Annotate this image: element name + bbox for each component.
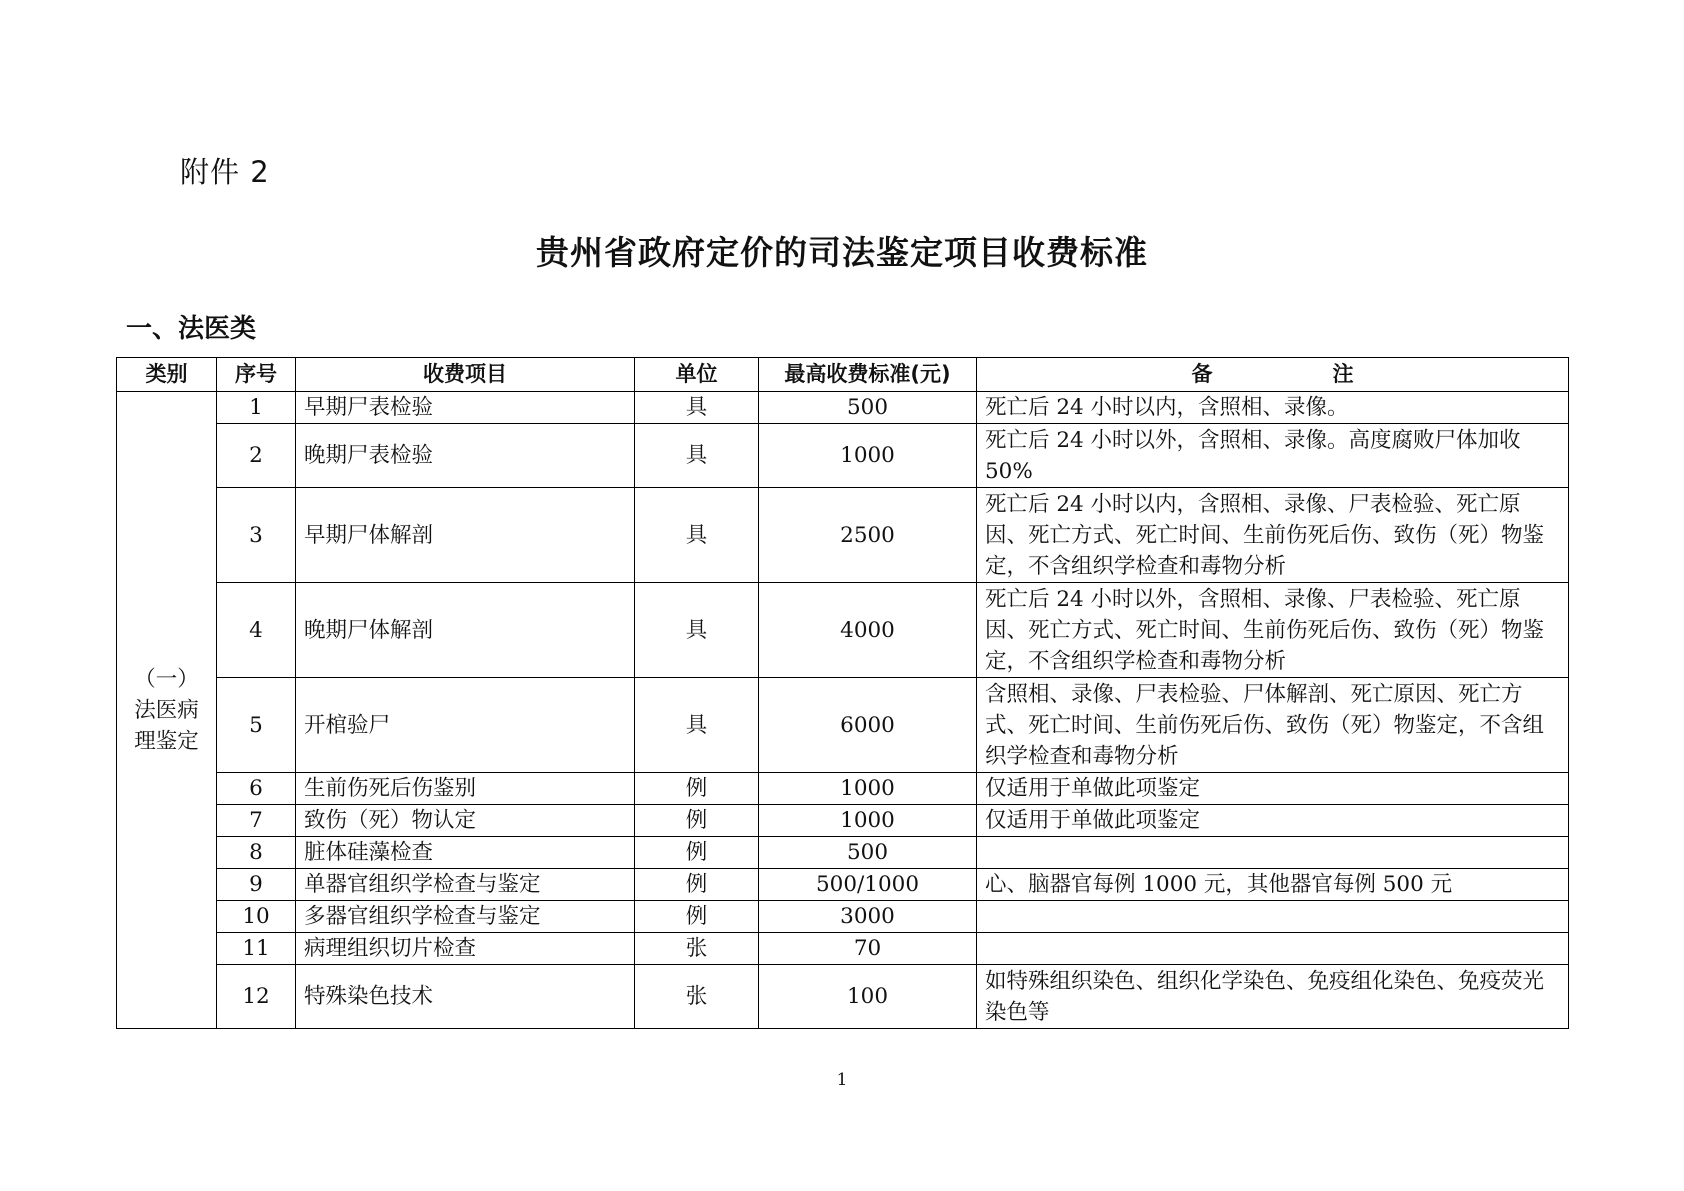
table-row — [117, 837, 1569, 869]
fee-table — [116, 357, 1569, 1029]
category-line-1: （一） — [134, 666, 199, 692]
row-unit: 例 — [635, 837, 759, 869]
table-row — [117, 869, 1569, 901]
row-seq: 3 — [217, 488, 296, 583]
row-remark: 死亡后 24 小时以内，含照相、录像、尸表检验、死亡原因、死亡方式、死亡时间、生前伤死后伤、致伤（死）物鉴定，不含组织学检查和毒物分析 — [977, 488, 1569, 583]
row-item: 致伤（死）物认定 — [296, 805, 635, 837]
row-price: 2500 — [759, 488, 977, 583]
row-unit: 具 — [635, 424, 759, 488]
row-remark: 仅适用于单做此项鉴定 — [977, 805, 1569, 837]
row-price: 3000 — [759, 901, 977, 933]
row-remark: 心、脑器官每例 1000 元，其他器官每例 500 元 — [977, 869, 1569, 901]
row-seq: 7 — [217, 805, 296, 837]
header-unit: 单位 — [635, 358, 759, 392]
category-cell — [117, 392, 217, 1029]
table-row — [117, 965, 1569, 1029]
row-price: 1000 — [759, 805, 977, 837]
row-remark — [977, 901, 1569, 933]
row-remark — [977, 837, 1569, 869]
row-item: 单器官组织学检查与鉴定 — [296, 869, 635, 901]
header-remark — [977, 358, 1569, 392]
row-price: 100 — [759, 965, 977, 1029]
table-header-row — [117, 358, 1569, 392]
row-remark: 含照相、录像、尸表检验、尸体解剖、死亡原因、死亡方式、死亡时间、生前伤死后伤、致伤（死）物鉴定，不含组织学检查和毒物分析 — [977, 678, 1569, 773]
row-unit: 例 — [635, 869, 759, 901]
row-price: 1000 — [759, 773, 977, 805]
header-remark-right: 注 — [1332, 362, 1354, 386]
header-category: 类别 — [117, 358, 217, 392]
row-seq: 6 — [217, 773, 296, 805]
header-price: 最高收费标准(元) — [759, 358, 977, 392]
row-remark: 死亡后 24 小时以外，含照相、录像。高度腐败尸体加收 50% — [977, 424, 1569, 488]
table-row — [117, 933, 1569, 965]
row-unit: 具 — [635, 488, 759, 583]
row-unit: 例 — [635, 773, 759, 805]
category-line-3: 理鉴定 — [134, 728, 199, 754]
row-unit: 具 — [635, 583, 759, 678]
section-heading: 一、法医类 — [126, 314, 257, 344]
table-row — [117, 901, 1569, 933]
row-remark: 仅适用于单做此项鉴定 — [977, 773, 1569, 805]
row-item: 多器官组织学检查与鉴定 — [296, 901, 635, 933]
table-row — [117, 805, 1569, 837]
row-item: 晚期尸表检验 — [296, 424, 635, 488]
row-unit: 具 — [635, 678, 759, 773]
row-unit: 具 — [635, 392, 759, 424]
row-item: 生前伤死后伤鉴别 — [296, 773, 635, 805]
attachment-label: 附件 2 — [180, 155, 270, 189]
row-seq: 4 — [217, 583, 296, 678]
row-remark: 死亡后 24 小时以外，含照相、录像、尸表检验、死亡原因、死亡方式、死亡时间、生前伤死后伤、致伤（死）物鉴定，不含组织学检查和毒物分析 — [977, 583, 1569, 678]
row-seq: 2 — [217, 424, 296, 488]
row-seq: 9 — [217, 869, 296, 901]
row-seq: 1 — [217, 392, 296, 424]
category-line-2: 法医病 — [134, 697, 199, 723]
row-remark: 死亡后 24 小时以内，含照相、录像。 — [977, 392, 1569, 424]
row-item: 晚期尸体解剖 — [296, 583, 635, 678]
table-row — [117, 488, 1569, 583]
row-remark: 如特殊组织染色、组织化学染色、免疫组化染色、免疫荧光染色等 — [977, 965, 1569, 1029]
row-unit: 例 — [635, 901, 759, 933]
row-remark — [977, 933, 1569, 965]
row-item: 脏体硅藻检查 — [296, 837, 635, 869]
row-item: 早期尸表检验 — [296, 392, 635, 424]
table-row — [117, 424, 1569, 488]
row-item: 特殊染色技术 — [296, 965, 635, 1029]
row-price: 500/1000 — [759, 869, 977, 901]
row-unit: 例 — [635, 805, 759, 837]
row-price: 6000 — [759, 678, 977, 773]
table-row — [117, 392, 1569, 424]
header-seq: 序号 — [217, 358, 296, 392]
row-price: 70 — [759, 933, 977, 965]
row-unit: 张 — [635, 965, 759, 1029]
table-row — [117, 773, 1569, 805]
row-price: 500 — [759, 837, 977, 869]
table-row — [117, 583, 1569, 678]
row-item: 开棺验尸 — [296, 678, 635, 773]
row-seq: 10 — [217, 901, 296, 933]
row-seq: 12 — [217, 965, 296, 1029]
document-title: 贵州省政府定价的司法鉴定项目收费标准 — [536, 233, 1148, 272]
row-seq: 8 — [217, 837, 296, 869]
header-remark-left: 备 — [1191, 362, 1213, 386]
page-number: 1 — [836, 1070, 848, 1090]
row-price: 500 — [759, 392, 977, 424]
row-unit: 张 — [635, 933, 759, 965]
row-item: 病理组织切片检查 — [296, 933, 635, 965]
header-item: 收费项目 — [296, 358, 635, 392]
table-row — [117, 678, 1569, 773]
row-seq: 5 — [217, 678, 296, 773]
row-seq: 11 — [217, 933, 296, 965]
row-price: 4000 — [759, 583, 977, 678]
row-price: 1000 — [759, 424, 977, 488]
row-item: 早期尸体解剖 — [296, 488, 635, 583]
